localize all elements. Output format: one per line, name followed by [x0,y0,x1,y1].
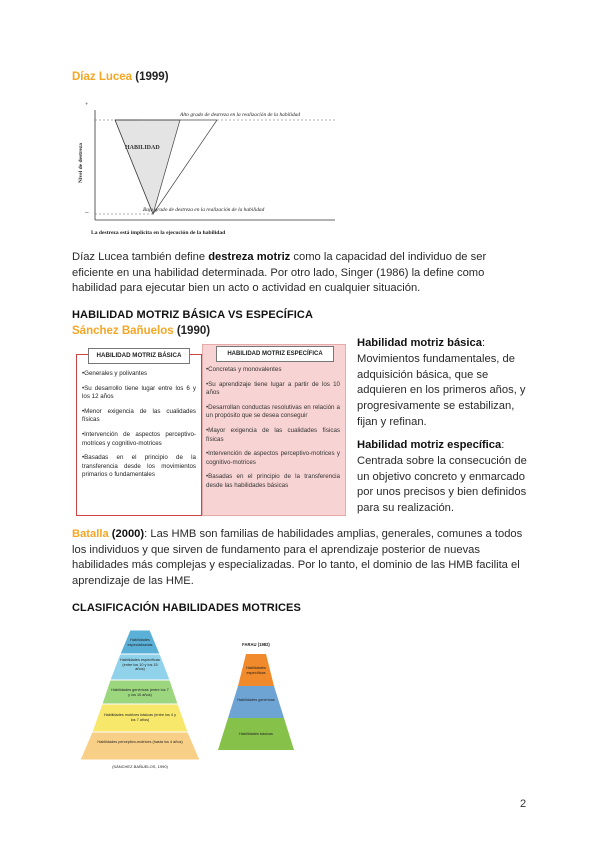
paragraph-batalla [72,527,532,589]
section-title-diaz-lucea [72,71,169,83]
basic-def-colon: : [481,337,486,349]
author-year-batalla: (2000) [108,528,145,540]
specific-item: •Su aprendizaje tiene lugar a partir de los 10 años [206,380,340,397]
heading-classification: CLASIFICACIÓN HABILIDADES MOTRICES [72,602,301,614]
pyramid-sanchez [74,628,206,774]
destreza-figure [78,102,343,244]
author-year-sanchez: (1990) [176,325,211,337]
specific-item: •Intervención de aspectos perceptivo-motrices y cognitivo-motrices [206,450,340,466]
pyramid2-label: Habilidades básicas [239,732,273,736]
top-label: Alto grado de destreza en la realización de la habilidad [180,112,301,118]
basic-def-title: Habilidad motriz básica [357,337,482,349]
paragraph-destreza [72,250,530,297]
pyramid1-label: Habilidades especializadas [127,638,153,647]
basic-item: •Generales y polivantes [82,370,148,377]
paragraph-bold: destreza motriz [208,251,291,263]
pyramid1-level-5 [80,732,200,760]
basic-item: •Su desarrollo tiene lugar entre los 6 y los 12 años [82,384,196,401]
pyramid1-caption: (SÁNCHEZ BAÑUELOS, 1990) [112,764,168,769]
author-name-sanchez: Sánchez Bañuelos [72,325,174,337]
specific-def-colon: : [501,439,505,451]
minus-sign: – [85,208,89,216]
author-year: (1999) [135,71,169,83]
specific-item: •Mayor exigencia de las cualidades físicas físicas [206,426,340,443]
pyramid1-label: Habilidades genéricas (entre los 7 y los 10 años) [111,688,169,697]
batalla-text: : Las HMB son familias de habilidades amplias, generales, comunes a todos los individuos y que sirven de fundamento para el aprendizaje posterior de nuevas habilidades más complejas y especializadas. Por lo tanto, el dominio de las HMB facilita el aprendizaje de las HME. [72,528,523,587]
section-title-sanchez [72,325,210,337]
pyramid1-label: Habilidades motrices básicas (entre los 4 y los 7 años) [103,713,177,722]
pyramid1-label: Habilidades perceptivo-motrices (hasta los 4 años) [97,740,183,744]
y-axis-label: Nivel de destreza [78,143,84,183]
basic-item: •Intervención de aspectos perceptivo-motrices y cognitivo-motrices [82,430,196,447]
pyramid2-label: Habilidades específicas [246,666,266,675]
basic-definition [357,336,529,431]
specific-definition [357,438,529,517]
basic-header: HABILIDAD MOTRIZ BÁSICA [88,348,190,364]
specific-list [206,366,340,497]
pyramid2-label: Habilidades genéricas [237,698,275,702]
heading-basic-vs-specific: HABILIDAD MOTRIZ BÁSICA VS ESPECÍFICA [72,309,314,321]
bottom-label: Bajo grado de destreza en la realización de la habilidad [143,207,265,213]
specific-item: •Concretas y monovalentes [206,366,282,373]
page-number: 2 [520,798,527,810]
basic-list [82,370,196,486]
specific-item: •Desarrollan conductas resolutivas en relación a un propósito que se desea conseguir [206,403,340,420]
specific-item: •Basadas en el principio de la transferencia desde las habilidades básicas [206,473,340,489]
paragraph-part2: como la capacidad del individuo de ser eficiente en una habilidad determinada. Por otro lado, Singer (1986) la define como habilidad para ejecutar bien un acto o actividad en cualquier situación. [72,251,487,294]
pyramid-sanchez-shapes [74,628,206,768]
paragraph-part1: Díaz Lucea también define [72,251,209,263]
comparison-table [74,344,346,516]
pyramid-farau [210,636,302,754]
specific-def-title: Habilidad motriz específica [357,439,502,451]
author-name-batalla: Batalla [72,528,109,540]
figure-caption: La destreza está implícita en la ejecución de la habilidad [91,230,226,236]
destreza-diagram [85,102,343,244]
basic-item: •Basadas en el principio de la transferencia desde los movimientos primarios o fundamentales [82,454,196,479]
specific-header: HABILIDAD MOTRIZ ESPECÍFICA [216,346,334,362]
plus-sign: + [85,102,89,108]
habilidad-label: HABILIDAD [125,145,160,151]
pyramid1-label: Habilidades específicas (entre los 10 y los 15 años) [120,658,160,672]
specific-def-text: Centrada sobre la consecución de un objetivo concreto y enmarcado por unos precisos y bien definidos para su realización. [357,454,527,515]
author-name: Díaz Lucea [72,71,133,83]
basic-item: •Menor exigencia de las cualidades físicas [82,407,196,424]
pyramid2-title: FARAU (1982) [242,642,270,647]
basic-def-text: Movimientos fundamentales, de adquisición básica, que se adquieren en los primeros años, y progresivamente se estabilizan, fijan y refinan. [357,352,526,428]
